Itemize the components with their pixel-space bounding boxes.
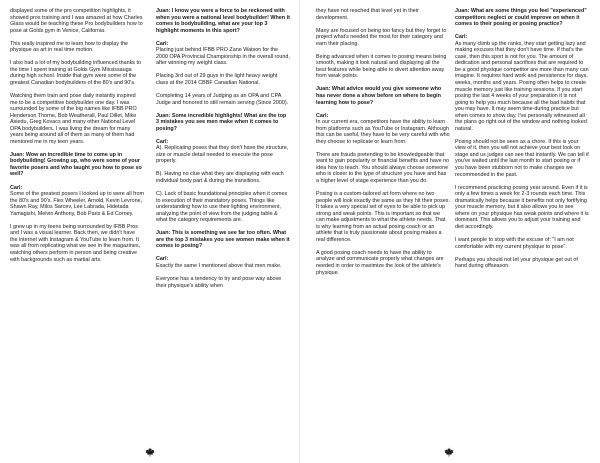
paragraph: A good posing coach needs to have the ability to analyze and communicate properly what changes are needed in order to maximize the look of the athlete's physique.: [316, 249, 444, 276]
column-4: [455, 8, 589, 276]
paragraph: Placing 3rd out of 29 guys in the light heavy weight class at the 2014 CBBF Canadian National.: [156, 73, 278, 86]
paragraph: Completing 14 years of Judging as an OPA and CPA Judge and honored to still remain serving (Since 2000).: [156, 92, 289, 106]
paragraph: I grew up in my teens being surrounded by IFBB Pros and I was a visual learner. Back then, we didn't have the internet with Instagram & YouTube to learn from. It was all from replicating what we see in the magazines, watching others perform in person and being creative with backgrounds such as martial arts.: [10, 223, 141, 263]
paragraph: Posing is a custom-tailored art form where no two people will look exactly the same as they hit their poses. It takes a very special set of eyes to be able to pick up strong and weak points. This is important so that we can make adjustments to what the athlete needs. That is why learning from an actual posing coach or an athlete that is truly passionate about posing makes a real difference.: [316, 191, 450, 243]
paragraph: Posing should not be seen as a chore. If this is your view of it, then you will not achieve your best look on stage and us judges can see that instantly. We can tell if you've waited until the last month to start posing or if you have been stubborn not to make changes we recommended in the past.: [455, 138, 589, 178]
interview-question: Juan: I know you were a force to be reckoned with when you were a national level bodybuilder! When it comes to bodybuilding, what are your top 3 highlight moments in this sport?: [156, 8, 290, 34]
interview-question: Juan: This is something we see far too often. What are the top 3 mistakes you see women make when it comes to posing?: [156, 230, 290, 250]
interview-question: Juan: What are some things you feel "experienced" competitors neglect or could improve on when it comes to their posing or posing practice?: [455, 8, 587, 28]
paragraph: Placing just behind IFBB PRO Zane Watson for the 2000 OPA Provincial Championship in the overall round, after winning my weight class.: [156, 47, 290, 67]
paragraph: displayed some of the pro competition highlights, it showed pros training and I was amazed at how Charles Glass would be teaching these Pro bodybuilders how to pose at Golds gym in Venice, California.: [10, 8, 143, 34]
paragraph: Many are focused on being too fancy but they forget to project what's needed the most for their category and earn their placing.: [316, 27, 447, 47]
paragraph: they have not reached that level yet in their development.: [316, 8, 419, 21]
speaker-label: Carl:: [156, 40, 169, 47]
paragraph: In our current era, competitors have the ability to learn from platforms such as YouTube or Instagram. Although this can be useful, they have to be very careful with who they choose to replicate or learn from.: [316, 119, 450, 145]
paragraph: Exactly the same I mentioned above that men make.: [156, 262, 282, 269]
column-2: [156, 8, 290, 296]
paragraph: This really inspired me to learn how to display the physique as art in real time motion.: [10, 40, 129, 54]
paragraph: C). Lack of basic foundational principles when it comes to execution of their mandatory poses. Things like understanding how to use their lighting environment, analyzing the point of view from the judging table & what the category requirements are.: [156, 190, 288, 224]
paragraph: I recommend practicing posing year around. Even if it is only a few times a week for 2-3 rounds each time. This dramatically helps because it benefits not only fortifying your muscle memory, but it also allows you to see where on your physique has weak points and where it is dominant. This allows you to adjust your training and diet accordingly.: [455, 184, 589, 230]
paragraph: Perhaps you should not let your physique get out of hand during offseason.: [455, 256, 578, 270]
paragraph: There are frauds pretending to be knowledgeable that want to gain popularity or financial benefits and have no idea how to teach. You should always choose someone who is closer to the type of structure you have and has a higher level of stage experience than you do.: [316, 151, 450, 184]
speaker-label: Carl:: [455, 34, 468, 41]
paragraph: Everyone has a tendency to try and pose way above their physique's ability when: [156, 275, 282, 289]
interview-question: Juan: What advice would you give someone who has never done a show before on where to begin learning how to pose?: [316, 86, 442, 106]
interview-question: Juan: Some incredible highlights! What are the top 3 mistakes you see men make when it comes to posing?: [156, 112, 287, 132]
column-1: [10, 8, 144, 270]
interview-question: Juan: Wow an incredible time to come up in bodybuilding! Growing up, who were some of your favorite posers and who taught you how to pose so well?: [10, 151, 142, 178]
column-3: [316, 8, 450, 283]
page-divider: [299, 0, 300, 463]
speaker-label: Carl:: [10, 184, 23, 191]
speaker-label: Carl:: [316, 112, 329, 119]
paragraph: B). Having no clue what they are displaying with each individual body part & during the transitions.: [156, 171, 284, 184]
maple-leaf-icon: [145, 447, 155, 457]
paragraph: I also had a lot of my bodybuilding influenced thanks to the time I spent training at Golds Gym Mississauga during high school. Inside that gym were some of the greatest Canadian bodybuilders of the 80's and 90's.: [10, 60, 141, 86]
paragraph: Some of the greatest posers I looked up to were all from the 80's and 90's. Flex Wheeler, Arnold, Kevin Levrone, Shawn Ray, Milos Sarcev, Lee Labrada, Hidetada Yamagishi, Melvin Anthony, Bob Paris & Ed Corney.: [10, 191, 144, 217]
maple-leaf-icon: [444, 447, 454, 457]
paragraph: I want people to stop with the excuse of: "I am not comfortable with my current physique to pose".: [455, 236, 574, 250]
paragraph: Watching them train and pose daily instantly inspired me to be a competitive bodybuilder one day. I was surrounded by some of the big names like IFBB PRO Henderson Thorne, Bob Weatherall, Paul Dillet, Mike Asiedu, Greg Kovacs and many other National Level OPA bodybuilders. I was living the dream for many years being around all of them as many of them had mentored me in my teen years.: [10, 92, 137, 145]
paragraph: As many climb up the ranks, they start getting lazy and making excuses that they don't have time. If that's the case, then this sport is not for you. The amount of dedication and personal sacrifices that are required to be a good physique competitor are more than many can imagine. It requires hard work and persistence for days, weeks, months and years. Posing often helps to create muscle memory just like training sessions. If you start posing the last 4 weeks of your preparation it is not going to help you much because all the bad habits that you may have. It may seem time-during practice but when comes to show day, I've personally witnessed all the plans go right out of the window and nothing looked natural.: [455, 40, 589, 132]
paragraph: Being advanced when it comes to posing means being smooth, making it look natural and displaying all the best features while being able to divert attention away from weak points.: [316, 53, 447, 80]
speaker-label: Carl:: [156, 256, 169, 263]
speaker-label: Carl:: [156, 138, 169, 145]
paragraph: A). Replicating poses that they don't have the structure, size or muscle detail needed to execute the pose properly.: [156, 145, 289, 165]
